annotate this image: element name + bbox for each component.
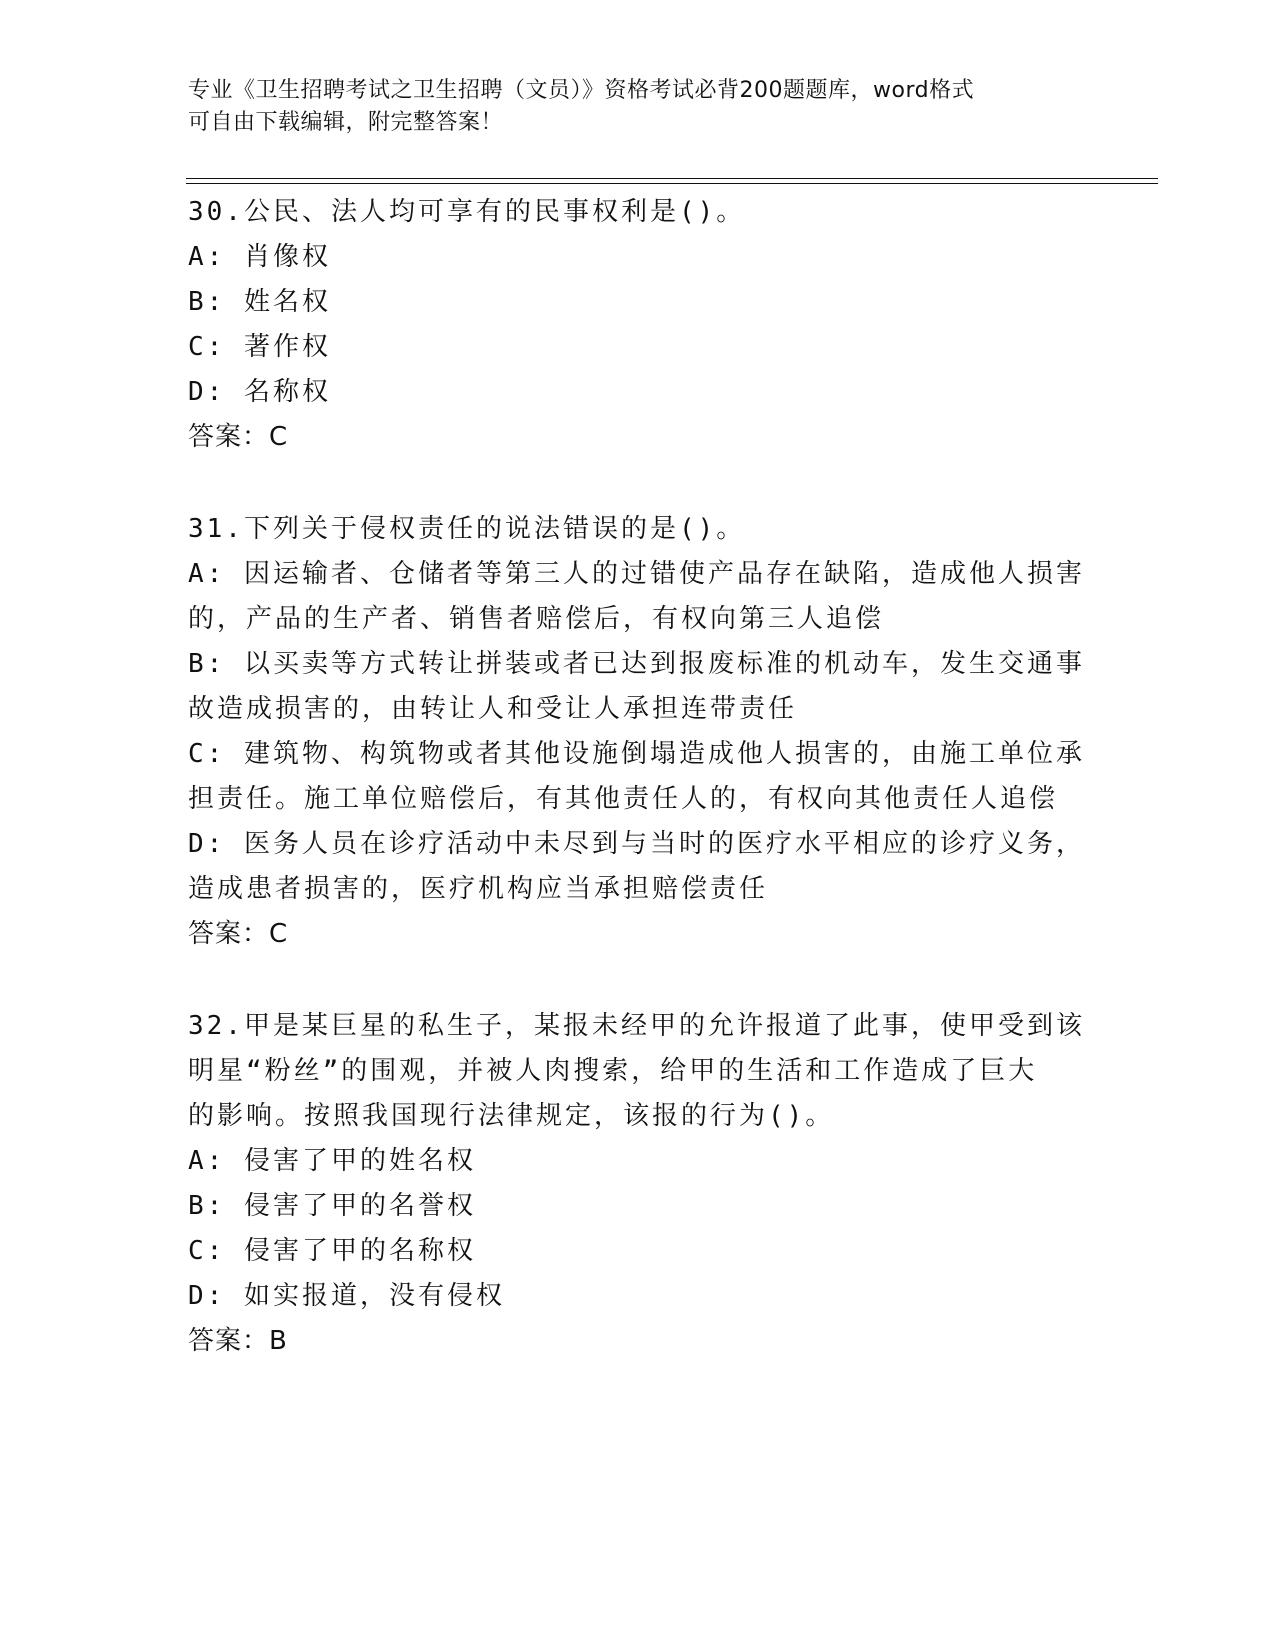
question-stem-line-3: 的影响。按照我国现行法律规定，该报的行为()。 [188,1101,835,1131]
option-a-line-1: A: 因运输者、仓储者等第三人的过错使产品存在缺陷，造成他人损害 [188,559,1085,589]
question-31 [188,507,1088,957]
option-b: B: 侵害了甲的名誉权 [188,1191,476,1221]
option-a: A: 侵害了甲的姓名权 [188,1146,476,1176]
question-stem: 31.下列关于侵权责任的说法错误的是()。 [188,514,746,544]
question-spacer [188,460,1088,507]
option-c-line-2: 担责任。施工单位赔偿后，有其他责任人的，有权向其他责任人追偿 [188,784,1059,814]
header-divider [186,178,1158,184]
question-stem-line-2: 明星“粉丝”的围观，并被人肉搜索，给甲的生活和工作造成了巨大 [188,1056,1038,1086]
document-header [188,75,1068,139]
option-d: D: 如实报道，没有侵权 [188,1281,505,1311]
option-a: A: 肖像权 [188,242,331,272]
option-b-line-2: 故造成损害的，由转让人和受让人承担连带责任 [188,694,798,724]
option-d: D: 名称权 [188,377,331,407]
divider-line-top [186,178,1158,179]
option-b: B: 姓名权 [188,287,331,317]
option-c-line-1: C: 建筑物、构筑物或者其他设施倒塌造成他人损害的，由施工单位承 [188,739,1085,769]
question-32 [188,1004,1088,1364]
question-spacer [188,957,1088,1004]
option-d-line-1: D: 医务人员在诊疗活动中未尽到与当时的医疗水平相应的诊疗义务， [188,829,1085,859]
header-line-1: 专业《卫生招聘考试之卫生招聘（文员）》资格考试必背200题题库，word格式 [188,78,975,103]
option-b-line-1: B: 以买卖等方式转让拼装或者已达到报废标准的机动车，发生交通事 [188,649,1085,679]
answer-line: 答案：C [188,919,289,949]
answer-line: 答案：B [188,1326,288,1356]
divider-line-bottom [186,183,1158,184]
question-stem-line-1: 32.甲是某巨星的私生子，某报未经甲的允许报道了此事，使甲受到该 [188,1011,1085,1041]
question-30 [188,190,1088,460]
answer-line: 答案：C [188,422,289,452]
option-c: C: 著作权 [188,332,331,362]
question-stem: 30.公民、法人均可享有的民事权利是()。 [188,197,746,227]
question-list [188,190,1088,1364]
header-line-2: 可自由下载编辑，附完整答案！ [188,110,504,135]
option-c: C: 侵害了甲的名称权 [188,1236,476,1266]
option-a-line-2: 的，产品的生产者、销售者赔偿后，有权向第三人追偿 [188,604,885,634]
option-d-line-2: 造成患者损害的，医疗机构应当承担赔偿责任 [188,874,769,904]
